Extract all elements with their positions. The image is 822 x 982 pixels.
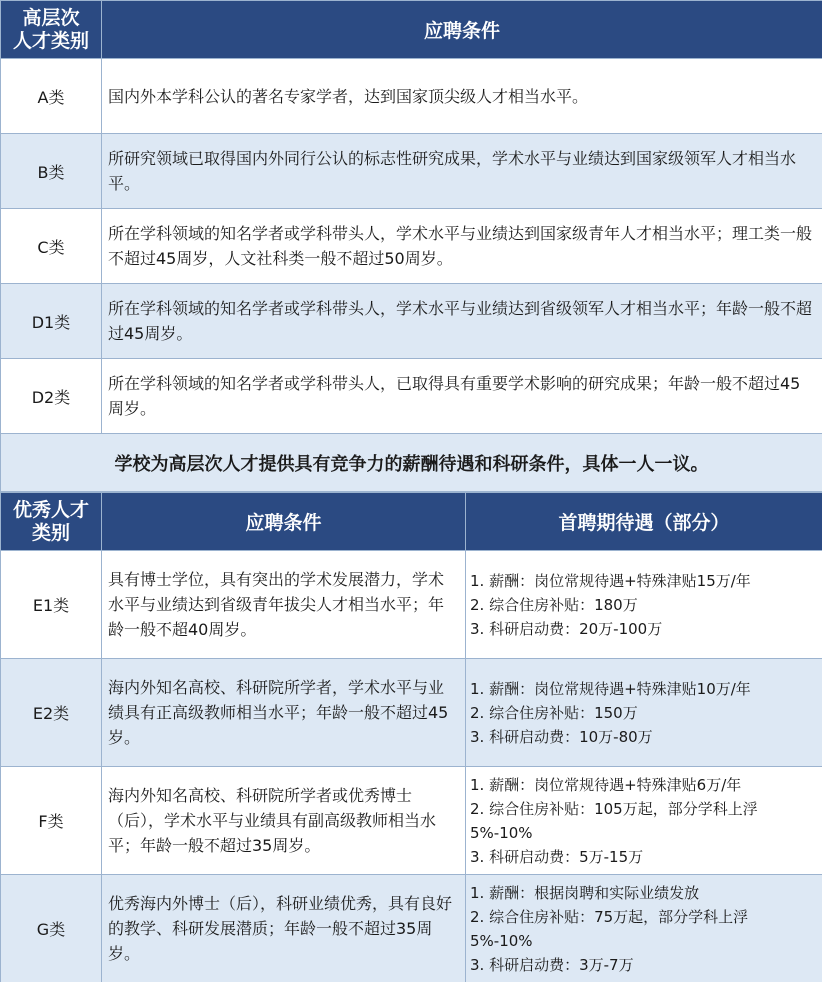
benefit-line: 2. 综合住房补贴：75万起，部分学科上浮	[470, 907, 749, 926]
benefit-line: 3. 科研启动费：5万-15万	[470, 847, 644, 866]
row-conditions: 海内外知名高校、科研院所学者，学术水平与业绩具有正高级教师相当水平；年龄一般不超过45岁。	[102, 659, 466, 767]
row-conditions: 所在学科领域的知名学者或学科带头人，已取得具有重要学术影响的研究成果；年龄一般不超过45周岁。	[102, 359, 822, 434]
excellent-talent-table	[0, 492, 822, 982]
benefit-line: 2. 综合住房补贴：180万	[470, 595, 638, 614]
benefit-line: 1. 薪酬：根据岗聘和实际业绩发放	[470, 883, 700, 902]
row-benefits	[466, 659, 822, 767]
benefit-line: 5%-10%	[470, 931, 533, 950]
row-conditions: 国内外本学科公认的著名专家学者，达到国家顶尖级人才相当水平。	[102, 59, 822, 134]
row-benefits	[466, 767, 822, 875]
row-benefits	[466, 551, 822, 659]
benefit-line: 5%-10%	[470, 823, 533, 842]
table-row	[1, 875, 822, 982]
table-row	[1, 284, 822, 359]
row-conditions: 优秀海内外博士（后），科研业绩优秀，具有良好的教学、科研发展潜质；年龄一般不超过35周岁。	[102, 875, 466, 982]
row-conditions: 所研究领域已取得国内外同行公认的标志性研究成果，学术水平与业绩达到国家级领军人才相当水平。	[102, 134, 822, 209]
row-category: D2类	[1, 359, 102, 434]
header-conditions: 应聘条件	[102, 493, 466, 551]
row-category: B类	[1, 134, 102, 209]
benefit-line: 2. 综合住房补贴：105万起，部分学科上浮	[470, 799, 758, 818]
row-category: E2类	[1, 659, 102, 767]
benefit-line: 1. 薪酬：岗位常规待遇+特殊津贴15万/年	[470, 571, 751, 590]
table-header-row	[1, 493, 822, 551]
row-category: C类	[1, 209, 102, 284]
benefit-line: 2. 综合住房补贴：150万	[470, 703, 638, 722]
table-row	[1, 59, 822, 134]
benefit-line: 3. 科研启动费：10万-80万	[470, 727, 653, 746]
row-benefits	[466, 875, 822, 982]
header-category	[1, 1, 102, 59]
table-row	[1, 209, 822, 284]
row-category: F类	[1, 767, 102, 875]
benefit-line: 3. 科研启动费：20万-100万	[470, 619, 663, 638]
header-benefits: 首聘期待遇（部分）	[466, 493, 822, 551]
row-conditions: 海内外知名高校、科研院所学者或优秀博士（后），学术水平与业绩具有副高级教师相当水平；年龄一般不超过35周岁。	[102, 767, 466, 875]
table-row	[1, 134, 822, 209]
table-row	[1, 551, 822, 659]
row-category: D1类	[1, 284, 102, 359]
table-header-row	[1, 1, 822, 59]
table-row	[1, 767, 822, 875]
header-category-label: 高层次 人才类别	[12, 6, 89, 52]
table-row	[1, 659, 822, 767]
notice-text: 学校为高层次人才提供具有竞争力的薪酬待遇和科研条件，具体一人一议。	[1, 434, 822, 492]
benefit-line: 1. 薪酬：岗位常规待遇+特殊津贴10万/年	[470, 679, 751, 698]
row-category: G类	[1, 875, 102, 982]
header-category	[1, 493, 102, 551]
row-conditions: 所在学科领域的知名学者或学科带头人，学术水平与业绩达到省级领军人才相当水平；年龄一般不超过45周岁。	[102, 284, 822, 359]
row-category: E1类	[1, 551, 102, 659]
row-conditions: 具有博士学位，具有突出的学术发展潜力，学术水平与业绩达到省级青年拔尖人才相当水平；年龄一般不超40周岁。	[102, 551, 466, 659]
benefit-line: 1. 薪酬：岗位常规待遇+特殊津贴6万/年	[470, 775, 742, 794]
notice-row	[1, 434, 822, 492]
table-row	[1, 359, 822, 434]
row-category: A类	[1, 59, 102, 134]
header-category-label: 优秀人才 类别	[12, 498, 89, 544]
header-conditions: 应聘条件	[102, 1, 822, 59]
benefit-line: 3. 科研启动费：3万-7万	[470, 955, 634, 974]
row-conditions: 所在学科领域的知名学者或学科带头人，学术水平与业绩达到国家级青年人才相当水平；理工类一般不超过45周岁，人文社科类一般不超过50周岁。	[102, 209, 822, 284]
